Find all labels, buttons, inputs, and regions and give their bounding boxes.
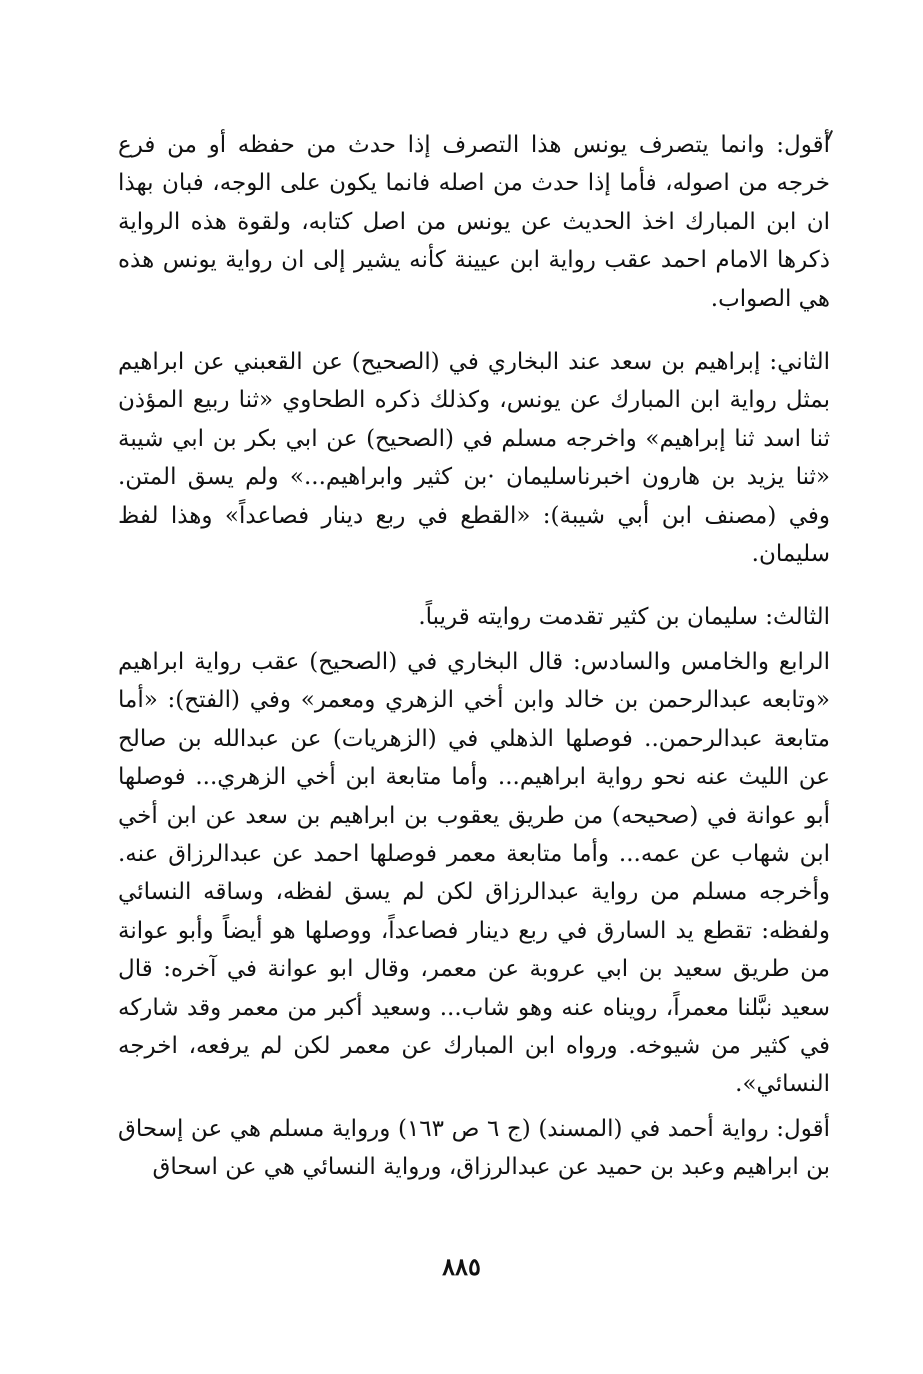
paragraph-5: أقول: رواية أحمد في (المسند) (ج ٦ ص ١٦٣) ورواية مسلم هي عن إسحاق بن ابراهيم وعبد بن حميد عن عبدالرزاق، ورواية النسائي هي عن اسحاق bbox=[118, 1115, 830, 1181]
paragraph-4: الرابع والخامس والسادس: قال البخاري في (الصحيح) عقب رواية ابراهيم «وتابعه عبدالرحمن بن خالد وابن أخي الزهري ومعمر» وفي (الفتح): «أما متابعة عبدالرحمن.. فوصلها الذهلي في (الزهريات) عن عبدالله بن صالح عن الليث عنه نحو رواية ابراهيم... وأما متابعة ابن أخي الزهري... فوصلها أبو عوانة في (صحيحه) من طريق يعقوب بن ابراهيم بن سعد عن ابن أخي ابن شهاب عن عمه... وأما متابعة معمر فوصلها احمد عن عبدالرزاق عنه. وأخرجه مسلم من رواية عبدالرزاق لكن لم يسق لفظه، وساقه النسائي ولفظه: تقطع يد السارق في ربع دينار فصاعداً، ووصلها هو أيضاً وأبو عوانة من طريق سعيد بن ابي عروبة عن معمر، وقال ابو عوانة في آخره: قال سعيد نبَّلنا معمراً، رويناه عنه وهو شاب... وسعيد أكبر من معمر وقد شاركه في كثير من شيوخه. ورواه ابن المبارك عن معمر لكن لم يرفعه، اخرجه النسائي». bbox=[118, 648, 830, 1098]
page-number: ٨٨٥ bbox=[442, 1252, 481, 1281]
paragraph-1: أقول: وانما يتصرف يونس هذا التصرف إذا حدث من حفظه أو من فرع خرجه من اصوله، فأما إذا حدث من اصله فانما يكون على الوجه، فبان بهذا ان ابن المبارك اخذ الحديث عن يونس من اصل كتابه، ولقوة هذه الرواية ذكرها الامام احمد عقب رواية ابن عيينة كأنه يشير إلى ان رواية يونس هذه هي الصواب. bbox=[118, 132, 830, 312]
paragraph-2: الثاني: إبراهيم بن سعد عند البخاري في (الصحيح) عن القعبني عن ابراهيم بمثل رواية ابن المبارك عن يونس، وكذلك ذكره الطحاوي «ثنا ربيع المؤذن ثنا اسد ثنا إبراهيم» واخرجه مسلم في (الصحيح) عن ابي بكر بن ابي شيبة «ثنا يزيد بن هارون اخبرناسليمان ·بن كثير وابراهيم...» ولم يسق المتن. وفي (مصنف ابن أبي شيبة): «القطع في ربع دينار فصاعداً» وهذا لفظ سليمان. bbox=[118, 349, 830, 568]
body-text bbox=[118, 126, 830, 1187]
paragraph-3: الثالث: سليمان بن كثير تقدمت روايته قريباً. bbox=[418, 604, 830, 631]
